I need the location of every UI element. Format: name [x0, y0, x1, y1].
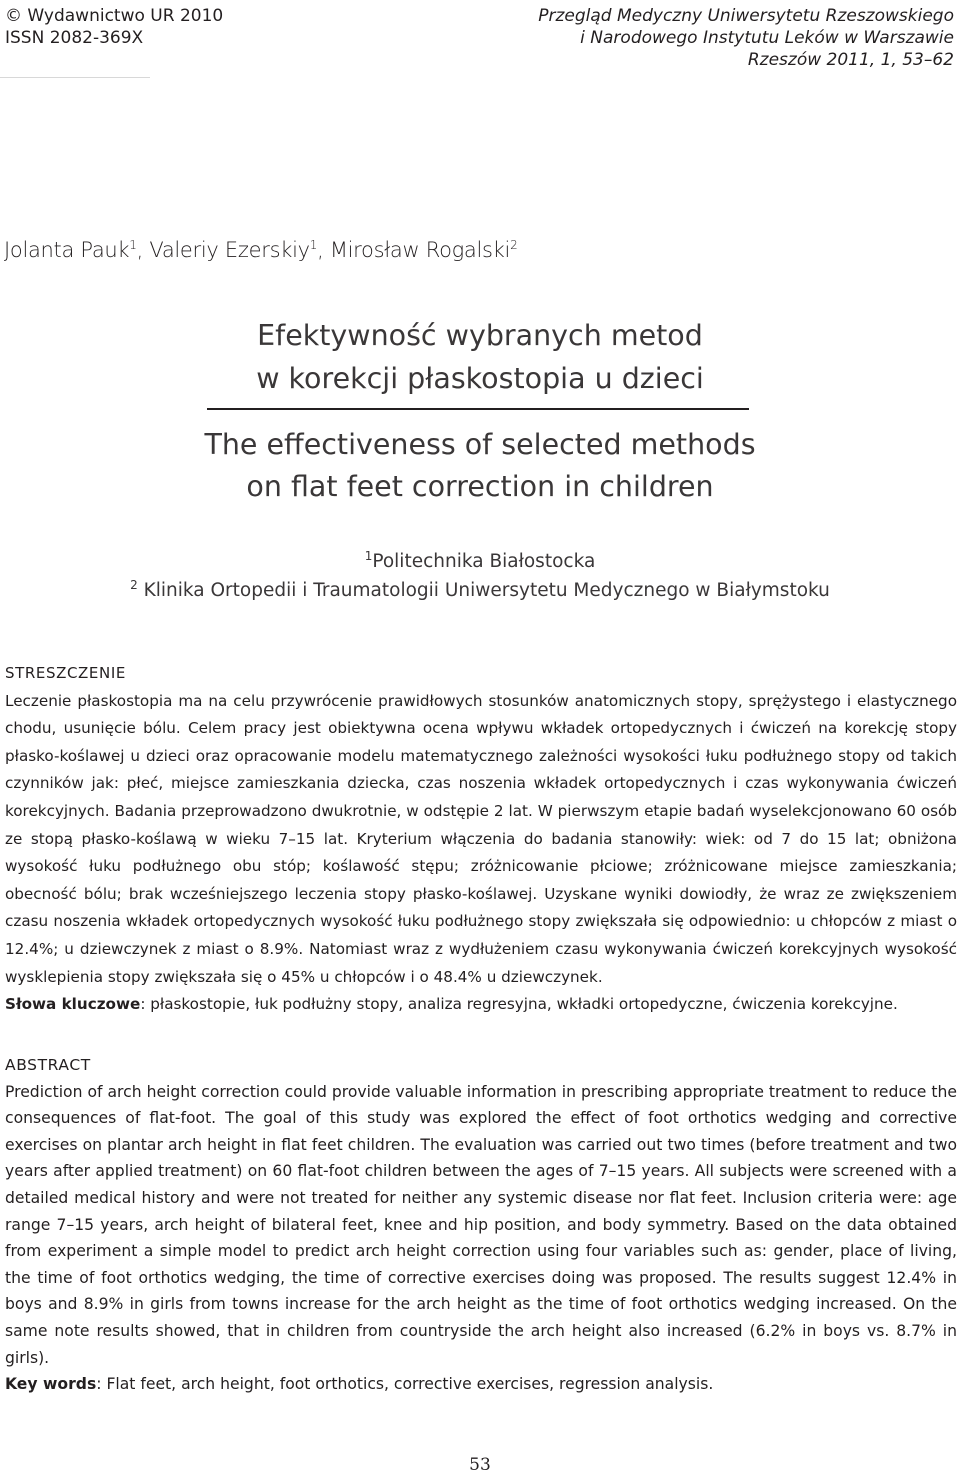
affiliation-text: Politechnika Białostocka — [372, 551, 596, 572]
author-name: Jolanta Pauk — [4, 238, 130, 262]
keywords-label: Key words — [5, 1375, 97, 1394]
title-polish — [0, 314, 960, 400]
abstract-section — [5, 1052, 957, 1398]
affiliation-2 — [0, 576, 960, 605]
streszczenie-body: Leczenie płaskostopia ma na celu przywrócenie prawidłowych stosunków anatomicznych stopy, sprężystego i elastycznego chodu, usunięcie bólu. Celem pracy jest obiektywna ocena wpływu wkładek ortopedycznych i ćwiczeń na korekcję stopy płasko-koślawej u dzieci oraz opracowanie modelu matematycznego zależności wysokości łuku podłużnego stopy od takich czynników jak: płeć, miejsce zamieszkania dziecka, czas noszenia wkładek ortopedycznych i czas wykonywania ćwiczeń korekcyjnych. Badania przeprowadzono dwukrotnie, w odstępie 2 lat. W pierwszym etapie badań wyselekcjonowano 60 osób ze stopą płasko-koślawą w wieku 7–15 lat. Kryterium włączenia do badania stanowiły: wiek: od 7 do 15 lat; obniżona wysokość łuku podłużnego obu stóp; koślawość stępu; zróżnicowanie płciowe; zróżnicowane miejsce zamieszkania; obecność bólu; brak wcześniejszego leczenia stopy płasko-koślawej. Uzyskane wyniki dowiodły, że wraz ze zwiększeniem czasu noszenia wkładek ortopedycznych wysokość łuku podłużnego stopy zwiększała się odpowiednio: u chłopców z miast o 12.4%; u dziewczynek z miast o 8.9%. Natomiast wraz z wydłużeniem czasu wykonywania ćwiczeń korekcyjnych wysokość wysklepienia stopy zwiększała się o 45% u chłopców i o 48.4% u dziewczynek. — [5, 691, 957, 986]
journal-publisher-info — [5, 5, 223, 49]
author-affiliation-marker: 2 — [510, 238, 518, 252]
journal-name-line2: i Narodowego Instytutu Leków w Warszawie — [580, 28, 954, 48]
title-polish-line2: w korekcji płaskostopia u dzieci — [256, 362, 704, 395]
affiliation-1 — [0, 547, 960, 576]
abstract-keywords — [5, 1371, 957, 1398]
abstract-body: Prediction of arch height correction could provide valuable information in prescribing appropriate treatment to reduce the consequences of flat-foot. The goal of this study was explored the effect of foot orthotics wedging and corrective exercises on plantar arch height in flat feet children. The evaluation was carried out two times (before treatment and two years after applied treatment) on 60 flat-foot children between the ages of 7–15 years. All subjects were screened with a detailed medical history and were not treated for neither any systemic disease nor flat feet. Inclusion criteria were: age range 7–15 years, arch height of bilateral feet, knee and hip position, and body symmetry. Based on the data obtained from experiment a simple model to predict arch height correction using four variables such as: gender, place of living, the time of foot orthotics wedging, the time of corrective exercises doing was proposed. The results suggest 12.4% in boys and 8.9% in girls from towns increase for the arch height as the time of foot orthotics wedging increased. On the same note results showed, that in children from countryside the arch height also increased (6.2% in boys vs. 8.7% in girls). — [5, 1082, 957, 1367]
abstract-heading: ABSTRACT — [5, 1056, 91, 1074]
author-name: , Mirosław Rogalski — [317, 238, 511, 262]
streszczenie-section — [5, 660, 957, 1019]
keywords-text: : płaskostopie, łuk podłużny stopy, analiza regresyjna, wkładki ortopedyczne, ćwiczenia korekcyjne. — [140, 995, 898, 1014]
title-english-line1: The effectiveness of selected methods — [204, 428, 756, 461]
title-polish-line1: Efektywność wybranych metod — [257, 319, 703, 352]
title-english-line2: on flat feet correction in children — [246, 470, 714, 503]
author-affiliation-marker: 1 — [309, 238, 318, 252]
streszczenie-heading: STRESZCZENIE — [5, 664, 126, 682]
author-name: , Valeriy Ezerskiy — [136, 238, 310, 262]
affiliation-marker: 2 — [130, 577, 138, 592]
keywords-label: Słowa kluczowe — [5, 995, 141, 1014]
publisher-copyright: © Wydawnictwo UR 2010 — [5, 6, 224, 26]
streszczenie-keywords — [5, 991, 957, 1019]
affiliations — [0, 547, 960, 605]
author-affiliation-marker: 1 — [129, 238, 137, 252]
author-list — [4, 238, 517, 262]
journal-volume-pages: Rzeszów 2011, 1, 53–62 — [747, 50, 954, 70]
keywords-text: : Flat feet, arch height, foot orthotics, corrective exercises, regression analysis. — [96, 1375, 714, 1394]
journal-name-line1: Przegląd Medyczny Uniwersytetu Rzeszowskiego — [538, 6, 954, 26]
title-english — [0, 424, 960, 508]
page-number: 53 — [469, 1455, 491, 1475]
affiliation-marker: 1 — [364, 548, 373, 563]
header-divider — [0, 77, 150, 78]
title-divider — [207, 408, 749, 410]
issn: ISSN 2082-369X — [5, 28, 144, 48]
journal-citation — [538, 5, 954, 71]
affiliation-text: Klinika Ortopedii i Traumatologii Uniwersytetu Medycznego w Białymstoku — [137, 580, 830, 601]
